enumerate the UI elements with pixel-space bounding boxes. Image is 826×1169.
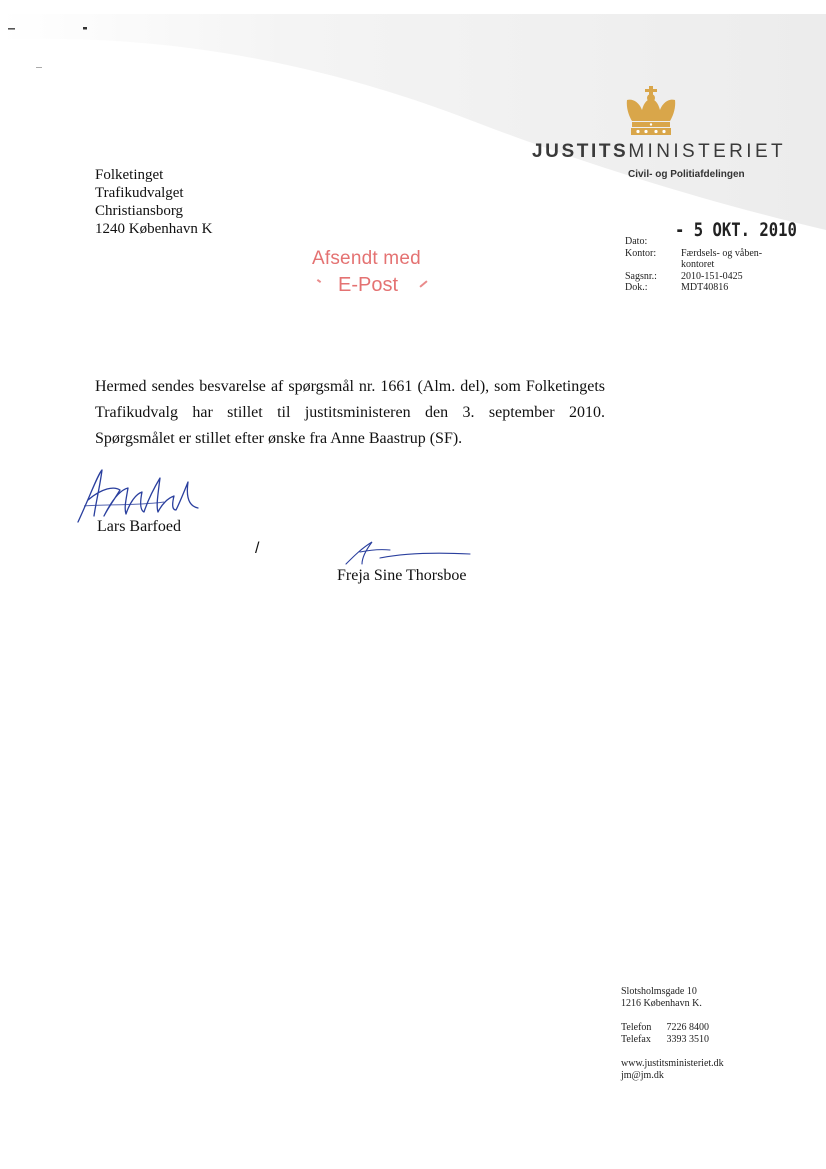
footer-website: www.justitsministeriet.dk <box>621 1057 724 1069</box>
meta-row <box>625 259 762 271</box>
recipient-address <box>95 166 212 238</box>
ministry-wordmark <box>532 141 786 163</box>
footer-address-line: Slotsholmsgade 10 <box>621 986 697 997</box>
date-stamp: - 5 OKT. 2010 <box>675 219 797 241</box>
letter-body: Hermed sendes besvarelse af spørgsmål nr. 1661 (Alm. del), som Folketingets Trafikudvalg har stillet til justitsministeren den 3. september 2010. Spørgsmålet er stillet efter ønske fra Anne Baastrup (SF). <box>95 378 605 447</box>
stamp-mark <box>419 280 427 287</box>
sent-by-email-stamp <box>306 248 446 298</box>
signature-freja-sine-thorsboe <box>340 538 472 568</box>
meta-label: Kontor: <box>625 247 657 259</box>
meta-label <box>625 259 681 271</box>
meta-value: 2010-151-0425 <box>681 270 743 282</box>
recipient-line: 1240 København K <box>95 221 213 237</box>
meta-label: Dok.: <box>625 282 648 294</box>
meta-label: Dato: <box>625 236 648 247</box>
recipient-line: Folketinget <box>95 167 164 183</box>
footer-phone <box>621 1022 724 1034</box>
signer-name-1: Lars Barfoed <box>97 518 181 535</box>
signer-name-2: Freja Sine Thorsboe <box>337 567 467 584</box>
meta-row <box>625 248 762 260</box>
wordmark-rest: MINISTERIET <box>628 141 787 162</box>
footer-address-line: 1216 København K. <box>621 998 702 1010</box>
fax-label: Telefax <box>621 1034 651 1046</box>
stamp-line-1: Afsendt med <box>312 248 421 269</box>
meta-row <box>625 271 762 283</box>
meta-value: kontoret <box>681 259 715 271</box>
recipient-line: Christiansborg <box>95 203 184 219</box>
wordmark-bold: JUSTITS <box>532 141 629 162</box>
meta-value: Færdsels- og våben- <box>681 247 763 259</box>
meta-row <box>625 282 762 294</box>
crown-logo-icon <box>624 86 678 136</box>
document-metadata <box>625 236 762 294</box>
signature-separator: / <box>255 540 260 557</box>
division-name: Civil- og Politiafdelingen <box>628 169 745 180</box>
recipient-line: Trafikudvalget <box>95 185 184 201</box>
footer-fax <box>621 1034 724 1046</box>
footer-email: jm@jm.dk <box>621 1070 664 1082</box>
signature-lars-barfoed <box>74 466 204 526</box>
ministry-contact-footer <box>621 986 724 1082</box>
meta-value: MDT40816 <box>681 282 729 294</box>
stamp-line-2: E-Post <box>338 274 399 296</box>
phone-number: 7226 8400 <box>666 1021 709 1033</box>
phone-label: Telefon <box>621 1021 652 1033</box>
meta-label: Sagsnr.: <box>625 270 657 282</box>
fax-number: 3393 3510 <box>666 1034 709 1046</box>
meta-row <box>625 236 762 248</box>
scan-specks <box>0 0 120 80</box>
stamp-mark <box>317 279 321 283</box>
